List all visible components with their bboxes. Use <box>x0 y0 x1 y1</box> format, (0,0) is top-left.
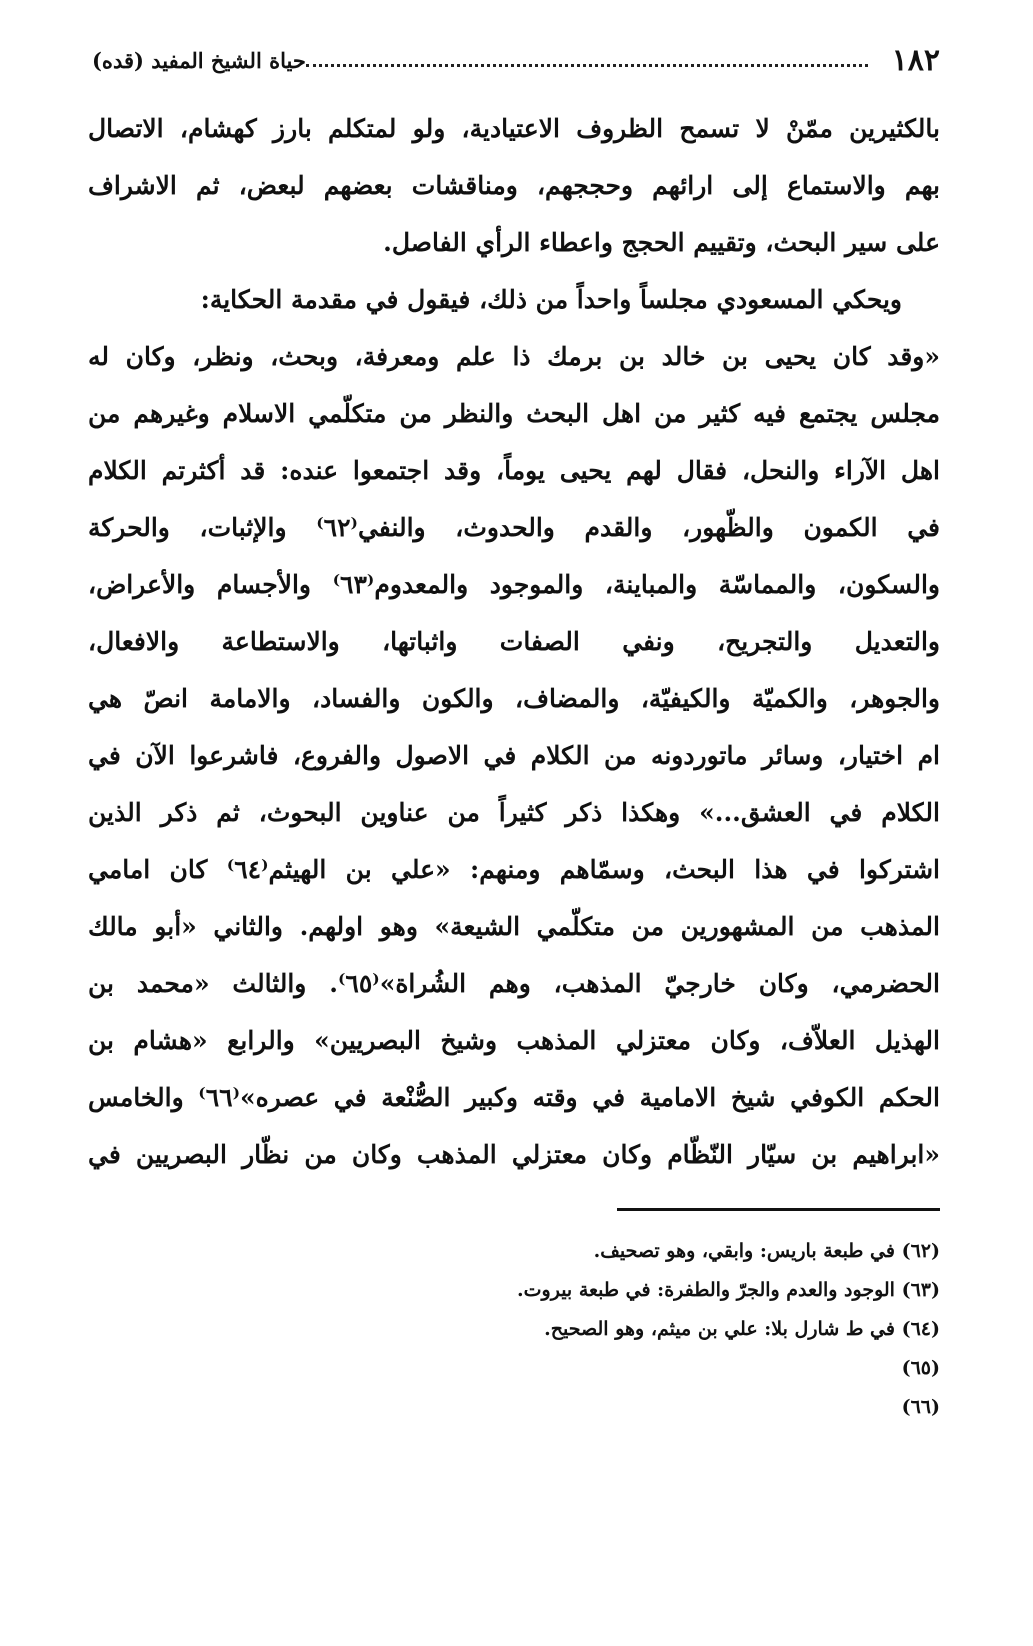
footnotes <box>88 1232 940 1427</box>
footnote-65: (٦٥) <box>901 1357 940 1379</box>
text-line: والتعديل والتجريح، ونفي الصفات واثباتها، والاستطاعة والافعال، <box>88 627 940 656</box>
text-line: في الكمون والظّهور، والقدم والحدوث، والنفي⁽٦٢⁾ والإثبات، والحركة <box>88 513 940 542</box>
text-line: اشتركوا في هذا البحث، وسمّاهم ومنهم: «علي بن الهيثم⁽٦٤⁾ كان امامي <box>88 855 940 884</box>
footnote-66: (٦٦) <box>901 1396 940 1418</box>
footnote-62: (٦٢) في طبعة باريس: وابقي، وهو تصحيف. <box>593 1240 940 1262</box>
text-line: بالكثيرين ممّنْ لا تسمح الظروف الاعتيادية، ولو لمتكلم بارز كهشام، الاتصال <box>88 114 940 143</box>
text-line: والجوهر، والكميّة والكيفيّة، والمضاف، والكون والفساد، والامامة انصّ هي <box>88 684 940 713</box>
header-dot-leader <box>306 64 868 67</box>
text-line: الكلام في العشق...» وهكذا ذكر كثيراً من عناوين البحوث، ثم ذكر الذين <box>88 798 940 827</box>
running-header <box>88 40 940 80</box>
footnote-63: (٦٣) الوجود والعدم والجرّ والطفرة: في طبعة بيروت. <box>517 1279 940 1301</box>
text-line: مجلس يجتمع فيه كثير من اهل البحث والنظر من متكلّمي الاسلام وغيرهم من <box>88 399 940 428</box>
page-number: ١٨٢ <box>891 42 940 78</box>
text-line: بهم والاستماع إلى ارائهم وحججهم، ومناقشات بعضهم لبعض، ثم الاشراف <box>88 171 940 200</box>
text-line: الحكم الكوفي شيخ الامامية في وقته وكبير الصُّنْعة في عصره»⁽٦٦⁾ والخامس <box>88 1083 940 1112</box>
text-line: ويحكي المسعودي مجلساً واحداً من ذلك، فيقول في مقدمة الحكاية: <box>200 285 902 314</box>
text-line: المذهب من المشهورين من متكلّمي الشيعة» وهو اولهم. والثاني «أبو مالك <box>88 912 940 941</box>
text-line: على سير البحث، وتقييم الحجج واعطاء الرأي الفاصل. <box>383 228 940 257</box>
footnote-separator <box>617 1208 940 1211</box>
text-line: «ابراهيم بن سيّار النّظّام وكان معتزلي المذهب وكان من نظّار البصريين في <box>88 1140 940 1169</box>
text-line: اهل الآراء والنحل، فقال لهم يحيى يوماً، وقد اجتمعوا عنده: قد أكثرتم الكلام <box>88 456 940 485</box>
running-title: حياة الشيخ المفيد (قده) <box>92 47 306 73</box>
footnote-64: (٦٤) في ط شارل بلا: علي بن ميثم، وهو الصحيح. <box>544 1318 940 1340</box>
text-line: والسكون، والمماسّة والمباينة، والموجود والمعدوم⁽٦٣⁾ والأجسام والأعراض، <box>88 570 940 599</box>
text-line: ام اختيار، وسائر ماتوردونه من الكلام في الاصول والفروع، فاشرعوا الآن في <box>88 741 940 770</box>
text-line: الحضرمي، وكان خارجيّ المذهب، وهم الشُراة»⁽٦٥⁾. والثالث «محمد بن <box>88 969 940 998</box>
text-line: «وقد كان يحيى بن خالد بن برمك ذا علم ومعرفة، وبحث، ونظر، وكان له <box>88 342 940 371</box>
text-line: الهذيل العلاّف، وكان معتزلي المذهب وشيخ البصريين» والرابع «هشام بن <box>88 1026 940 1055</box>
body-text <box>88 100 940 1183</box>
